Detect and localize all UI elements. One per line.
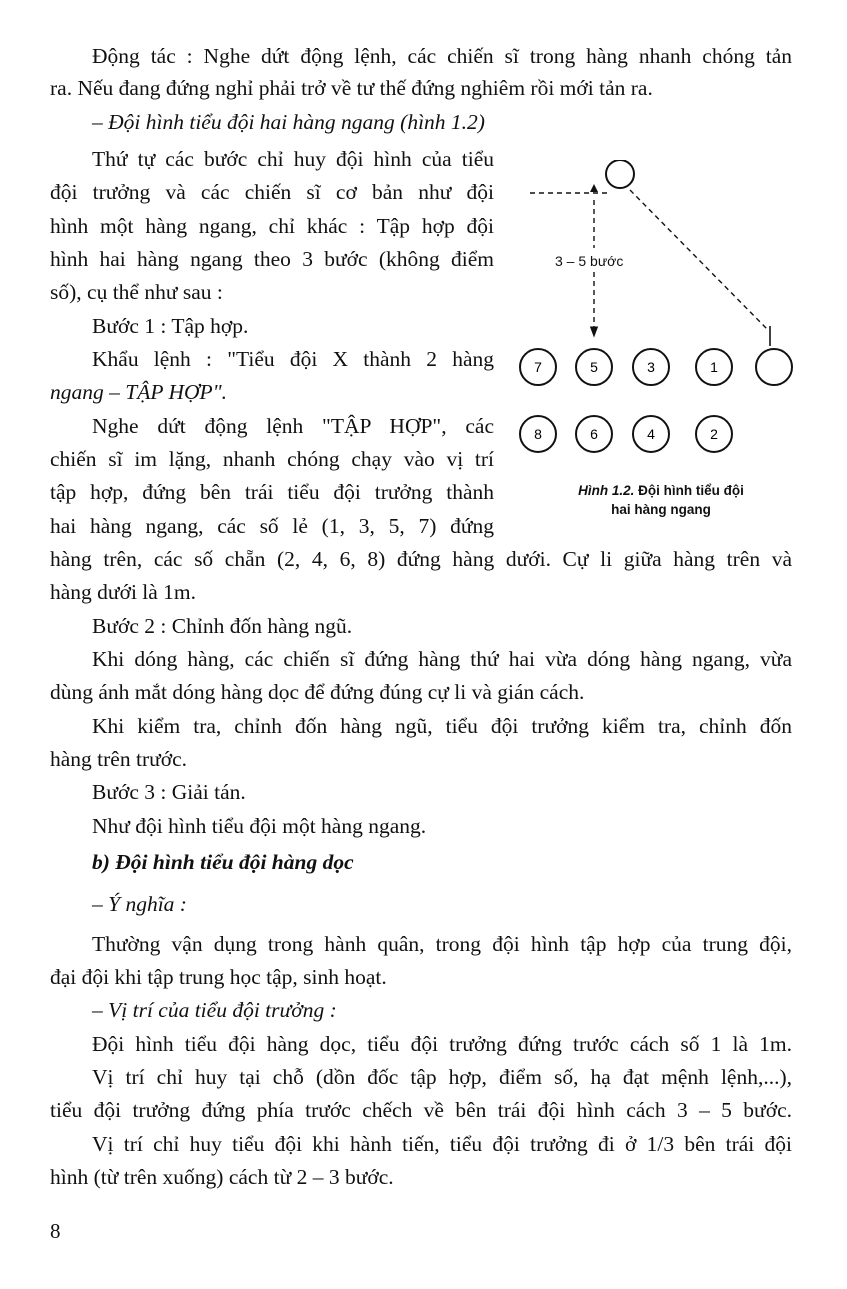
text-line: hình một hàng ngang, chỉ khác : Tập hợp đội xyxy=(50,214,494,238)
soldier-number: 4 xyxy=(647,426,655,442)
text-line: hàng trên trước. xyxy=(50,747,188,771)
leader-position-circle xyxy=(756,349,792,385)
soldier-number: 5 xyxy=(590,359,598,375)
text-line: tiểu đội trưởng đứng phía trước chếch về bên trái đội hình cách 3 – 5 bước. xyxy=(50,1098,792,1122)
text-line: tập hợp, đứng bên trái tiểu đội trưởng thành xyxy=(50,480,494,504)
subsection-label: – Vị trí của tiểu đội trưởng : xyxy=(92,998,337,1022)
distance-label: 3 – 5 bước xyxy=(555,253,624,269)
command-line: ngang – TẬP HỢP". xyxy=(50,380,228,404)
text-line: Khi kiểm tra, chỉnh đốn hàng ngũ, tiểu đội trưởng kiểm tra, chỉnh đốn xyxy=(92,714,792,738)
soldier-number: 1 xyxy=(710,359,718,375)
text-line: đại đội khi tập trung học tập, sinh hoạt. xyxy=(50,965,387,989)
text-line: Vị trí chỉ huy tiểu đội khi hành tiến, tiểu đội trưởng đi ở 1/3 bên trái đội xyxy=(92,1132,792,1156)
formation-diagram xyxy=(500,160,800,480)
text-line: Nghe dứt động lệnh "TẬP HỢP", các xyxy=(92,414,494,438)
figure-title-1: Đội hình tiểu đội xyxy=(638,483,744,498)
command-line: Khẩu lệnh : "Tiểu đội X thành 2 hàng xyxy=(92,347,494,371)
text-line: ra. Nếu đang đứng nghỉ phải trở về tư thế đứng nghiêm rồi mới tản ra. xyxy=(50,76,653,100)
text-line: chiến sĩ im lặng, nhanh chóng chạy vào vị trí xyxy=(50,447,494,471)
text-line: hàng dưới là 1m. xyxy=(50,580,197,604)
top-row xyxy=(520,349,792,385)
subsection-heading: b) Đội hình tiểu đội hàng dọc xyxy=(92,850,354,874)
figure-number: Hình 1.2. xyxy=(578,483,635,498)
text-line: hai hàng ngang, các số lẻ (1, 3, 5, 7) đứng xyxy=(50,514,494,538)
step-heading: Bước 1 : Tập hợp. xyxy=(92,314,249,338)
text-line: Thường vận dụng trong hành quân, trong đội hình tập hợp của trung đội, xyxy=(92,932,792,956)
soldier-number: 3 xyxy=(647,359,655,375)
diagonal-guide-line xyxy=(630,190,768,330)
text-line: hình (từ trên xuống) cách từ 2 – 3 bước. xyxy=(50,1165,394,1189)
squad-leader-circle xyxy=(606,160,634,188)
subsection-label: – Ý nghĩa : xyxy=(92,892,187,916)
text-line: dùng ánh mắt dóng hàng dọc để đứng đúng cự li và gián cách. xyxy=(50,680,585,704)
text-line: số), cụ thể như sau : xyxy=(50,280,223,304)
text-line: Vị trí chỉ huy tại chỗ (dồn đốc tập hợp, điểm số, hạ đạt mệnh lệnh,...), xyxy=(92,1065,792,1089)
soldier-number: 2 xyxy=(710,426,718,442)
text-line: hình hai hàng ngang theo 3 bước (không điểm xyxy=(50,247,494,271)
figure-title-2: hai hàng ngang xyxy=(611,502,711,517)
page-number: 8 xyxy=(50,1219,61,1243)
text-line: Đội hình tiểu đội hàng dọc, tiểu đội trưởng đứng trước cách số 1 là 1m. xyxy=(92,1032,792,1056)
text-line: Động tác : Nghe dứt động lệnh, các chiến sĩ trong hàng nhanh chóng tản xyxy=(92,44,792,68)
soldier-number: 6 xyxy=(590,426,598,442)
arrow-up-icon xyxy=(590,184,598,192)
text-line: đội trưởng và các chiến sĩ cơ bản như đội xyxy=(50,180,494,204)
soldier-number: 8 xyxy=(534,426,542,442)
text-line: hàng trên, các số chẵn (2, 4, 6, 8) đứng hàng dưới. Cự li giữa hàng trên và xyxy=(50,547,792,571)
bottom-row xyxy=(520,416,732,452)
section-heading: – Đội hình tiểu đội hai hàng ngang (hình 1.2) xyxy=(92,110,485,134)
text-line: Thứ tự các bước chỉ huy đội hình của tiểu xyxy=(92,147,494,171)
text-line: Như đội hình tiểu đội một hàng ngang. xyxy=(92,814,427,838)
step-heading: Bước 2 : Chỉnh đốn hàng ngũ. xyxy=(92,614,353,638)
soldier-number: 7 xyxy=(534,359,542,375)
figure-caption xyxy=(530,481,792,519)
text-line: Khi dóng hàng, các chiến sĩ đứng hàng thứ hai vừa dóng hàng ngang, vừa xyxy=(92,647,792,671)
step-heading: Bước 3 : Giải tán. xyxy=(92,780,246,804)
